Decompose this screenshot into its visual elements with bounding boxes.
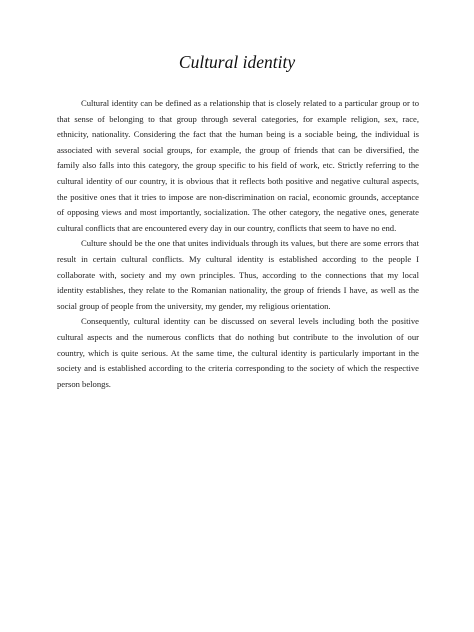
- paragraph-1: Cultural identity can be defined as a relationship that is closely related to a particular group or to that sense of belonging to that group through several categories, for example religion, sex, race, ethnicity, nationality. Considering the fact that the human being is a sociable being, the individual is associated with several social groups, for example, the group of friends that can be diversified, the family also falls into this category, the group specific to his field of work, etc. Strictly referring to the cultural identity of our country, it is obvious that it reflects both positive and negative cultural aspects, the positive ones that it tries to impose are non-discrimination on racial, economic grounds, acceptance of opposing views and most importantly, socialization. The other category, the negative ones, generate cultural conflicts that are encountered every day in our country, conflicts that seem to have no end.: [57, 98, 419, 233]
- paragraph-2: Culture should be the one that unites individuals through its values, but there are some errors that result in certain cultural conflicts. My cultural identity is established according to the people I collaborate with, society and my own principles. Thus, according to the connections that my local identity establishes, they relate to the Romanian nationality, the group of friends I have, as well as the social group of people from the university, my gender, my religious orientation.: [57, 238, 419, 311]
- document-body: [57, 96, 419, 392]
- document-title: Cultural identity: [178, 52, 296, 72]
- paragraph-3: Consequently, cultural identity can be discussed on several levels including both the positive cultural aspects and the numerous conflicts that do nothing but contribute to the involution of our country, which is quite serious. At the same time, the cultural identity is particularly important in the society and is established according to the criteria corresponding to the society of which the respective person belongs.: [57, 316, 419, 389]
